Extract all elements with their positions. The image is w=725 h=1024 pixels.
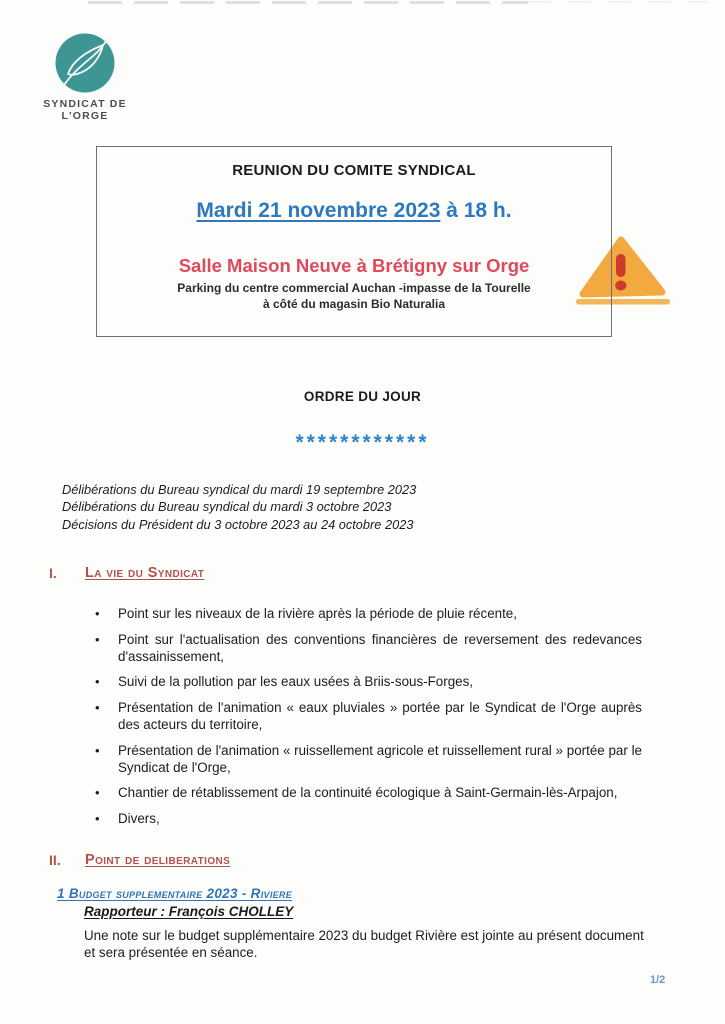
bullet-icon	[95, 674, 118, 691]
stars-separator: ************	[295, 431, 430, 454]
bullet-text: Présentation de l'animation « ruissellement agricole et ruissellement rural » portée par le Syndicat de l'Orge,	[118, 742, 642, 775]
bullet-text: Point sur l'actualisation des conventions financières de reversement des redevances d'assainissement,	[118, 631, 642, 664]
agenda-heading: ORDRE DU JOUR	[303, 389, 422, 404]
bullet-icon	[95, 632, 118, 666]
bullet-text: Chantier de rétablissement de la continuité écologique à Saint-Germain-lès-Arpajon,	[118, 785, 618, 801]
deliberation-ref: Décisions du Président du 3 octobre 2023 au 24 octobre 2023	[62, 516, 414, 532]
scan-artifact-line	[88, 1, 528, 4]
bullet-text: Point sur les niveaux de la rivière après la période de pluie récente,	[118, 606, 517, 621]
bullet-icon	[95, 606, 118, 623]
venue-detail-1: Parking du centre commercial Auchan -impasse de la Tourelle	[177, 281, 531, 295]
bullet-text: Suivi de la pollution par les eaux usées à Briis-sous-Forges,	[118, 674, 474, 690]
bullet-text: Divers,	[118, 811, 160, 827]
rapporteur-line: Rapporteur : François CHOLLEY	[84, 904, 294, 919]
scan-artifact-line-2	[528, 1, 708, 3]
meeting-time: à 18 h.	[440, 199, 512, 222]
deliberation-references	[62, 481, 416, 533]
bullet-icon	[95, 785, 118, 802]
budget-note-paragraph: Une note sur le budget supplémentaire 2023 du budget Rivière est jointe au présent document et sera présentée en séance.	[84, 928, 644, 960]
list-item	[95, 700, 642, 734]
budget-item-heading: 1 Budget supplementaire 2023 - Riviere	[57, 886, 293, 901]
list-item	[95, 674, 642, 691]
meeting-title: REUNION DU COMITE SYNDICAL	[232, 162, 476, 179]
bullet-icon	[95, 700, 118, 734]
section-2-heading	[49, 852, 230, 868]
list-item	[95, 632, 642, 666]
list-item	[95, 743, 642, 777]
page-number: 1/2	[650, 974, 666, 986]
bullet-icon	[95, 743, 118, 777]
list-item	[95, 811, 642, 828]
deliberation-ref: Délibérations du Bureau syndical du mardi 19 septembre 2023	[62, 482, 417, 497]
meeting-venue: Salle Maison Neuve à Brétigny sur Orge	[178, 255, 530, 276]
section-1-title: La vie du Syndicat	[85, 565, 205, 581]
bullet-icon	[95, 811, 118, 828]
meeting-header-box	[96, 146, 612, 337]
meeting-date-underlined: Mardi 21 novembre 2023	[196, 199, 441, 222]
venue-detail-2: à côté du magasin Bio Naturalia	[262, 296, 446, 311]
list-item	[95, 606, 642, 623]
section-1-heading	[49, 565, 204, 581]
org-name: SYNDICAT DE L'ORGE	[43, 98, 127, 122]
section-1-bullet-list	[95, 606, 642, 837]
bullet-text: Présentation de l'animation « eaux pluviales » portée par le Syndicat de l'Orge auprès des acteurs du territoire,	[118, 700, 642, 732]
section-1-numeral: I.	[49, 565, 57, 581]
leaf-logo-icon	[55, 32, 115, 94]
meeting-date	[97, 199, 611, 223]
section-2-title: Point de deliberations	[85, 852, 231, 868]
deliberation-ref: Délibérations du Bureau syndical du mardi 3 octobre 2023	[62, 499, 392, 515]
list-item	[95, 785, 642, 802]
section-2-numeral: II.	[49, 852, 61, 868]
